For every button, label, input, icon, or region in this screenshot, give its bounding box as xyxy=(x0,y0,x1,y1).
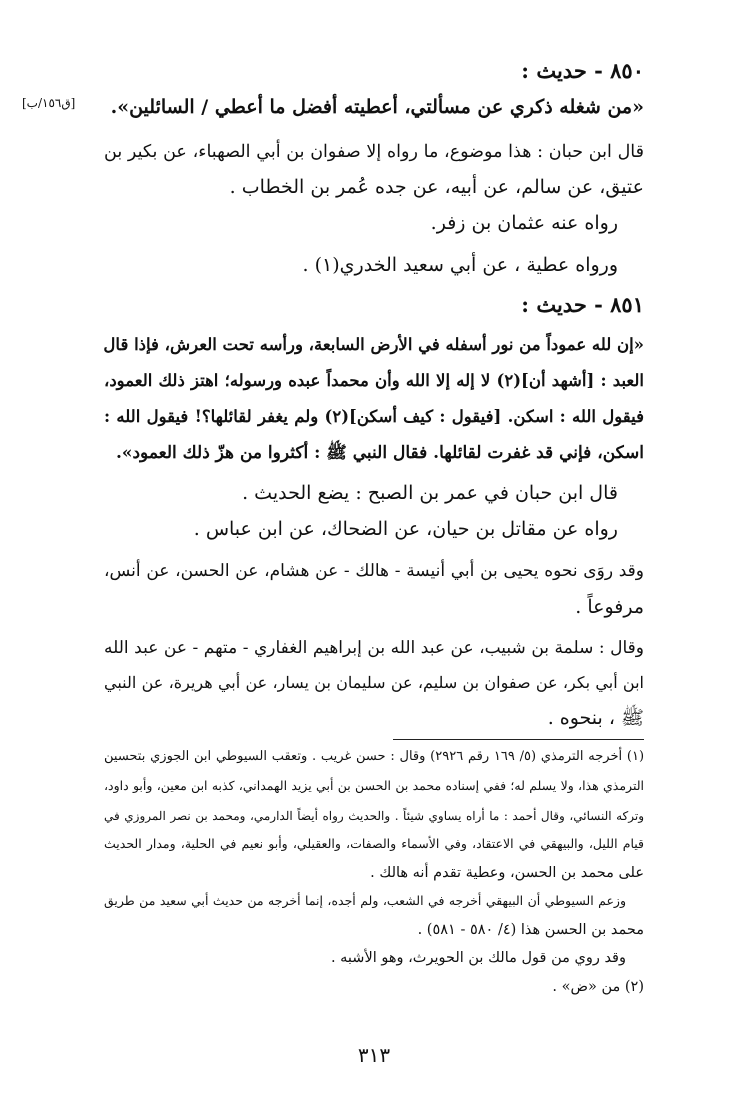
hadith-851-text-line: «إن لله عموداً من نور أسفله في الأرض السابعة، ورأسه تحت العرش، فإذا قال xyxy=(103,335,644,354)
footnote-line: محمد بن الحسن هذا (٤/ ٥٨٠ - ٥٨١) . xyxy=(417,922,644,938)
page-number: ٣١٣ xyxy=(357,1043,391,1067)
manuscript-folio-note: [ق١٥٦/ب] xyxy=(22,96,76,110)
hadith-851-commentary-line: ابن أبي بكر، عن صفوان بن سليم، عن سليمان بن يسار، عن أبي هريرة، عن النبي xyxy=(104,673,644,692)
hadith-850-header: ٨٥٠ - حديث : xyxy=(521,58,644,83)
footnote-line: الترمذي هذا، ولا يسلم له؛ ففي إسناده محمد بن الحسن بن أبي يزيد الهمداني، كذبه ابن معين، وأبو داود، xyxy=(104,778,644,793)
footnote-separator xyxy=(393,739,644,740)
hadith-851-commentary-line: رواه عن مقاتل بن حيان، عن الضحاك، عن ابن عباس . xyxy=(193,518,618,540)
hadith-851-commentary-line: قال ابن حبان في عمر بن الصبح : يضع الحديث . xyxy=(242,482,618,504)
footnote-line: على محمد بن الحسن، وعطية تقدم أنه هالك . xyxy=(370,865,644,881)
hadith-850-text: «من شغله ذكري عن مسألتي، أعطيته أفضل ما أعطي / السائلين». xyxy=(110,96,644,118)
hadith-850-commentary-line: عتيق، عن سالم، عن أبيه، عن جده عُمر بن الخطاب . xyxy=(229,176,644,198)
hadith-851-text-line: العبد : [أشهد أن](٢) لا إله إلا الله وأن محمداً عبده ورسوله؛ اهتز ذلك العمود، xyxy=(104,371,644,390)
hadith-850-commentary-line: قال ابن حبان : هذا موضوع، ما رواه إلا صفوان بن أبي الصهباء، عن بكير بن xyxy=(104,142,644,162)
footnote-line: وقد روي من قول مالك بن الحويرث، وهو الأشبه . xyxy=(330,950,626,966)
hadith-851-header: ٨٥١ - حديث : xyxy=(521,292,644,317)
hadith-851-text-line: فيقول الله : اسكن. [فيقول : كيف أسكن](٢) ولم يغفر لقائلها؟! فيقول الله : xyxy=(104,407,644,426)
footnote-line: وتركه النسائي، وقال أحمد : ما أراه يساوي شيئاً . والحديث رواه أيضاً الدارمي، ومحمد بن نصر المروزي في xyxy=(104,809,644,823)
hadith-851-commentary-line: ﷺ ، بنحوه . xyxy=(547,707,644,729)
hadith-850-commentary-line: رواه عنه عثمان بن زفر. xyxy=(430,212,618,234)
hadith-851-commentary-line: مرفوعاً . xyxy=(575,596,644,618)
footnote-line: (١) أخرجه الترمذي (٥/ ١٦٩ رقم ٢٩٢٦) وقال : حسن غريب . وتعقب السيوطي ابن الجوزي بتحسين xyxy=(104,749,645,764)
footnote-line: وزعم السيوطي أن البيهقي أخرجه في الشعب، ولم أجده، إنما أخرجه من حديث أبي سعيد من طريق xyxy=(104,893,626,908)
hadith-850-commentary-line: ورواه عطية ، عن أبي سعيد الخدري(١) . xyxy=(302,254,618,276)
hadith-851-commentary-line: وقال : سلمة بن شبيب، عن عبد الله بن إبراهيم الغفاري - متهم - عن عبد الله xyxy=(104,638,644,658)
hadith-851-text-line: اسكن، فإني قد غفرت لقائلها. فقال النبي ﷺ : أكثروا من هزّ ذلك العمود». xyxy=(115,443,644,463)
footnote-line: قيام الليل، والبيهقي في الاعتقاد، وفي الأسماء والصفات، والعقيلي، وأبو نعيم في الحلية، ومدار الحديث xyxy=(104,836,644,851)
hadith-851-commentary-line: وقد روَى نحوه يحيى بن أبي أنيسة - هالك - عن هشام، عن الحسن، عن أنس، xyxy=(104,561,644,581)
footnote-line: (٢) من «ض» . xyxy=(552,979,644,995)
